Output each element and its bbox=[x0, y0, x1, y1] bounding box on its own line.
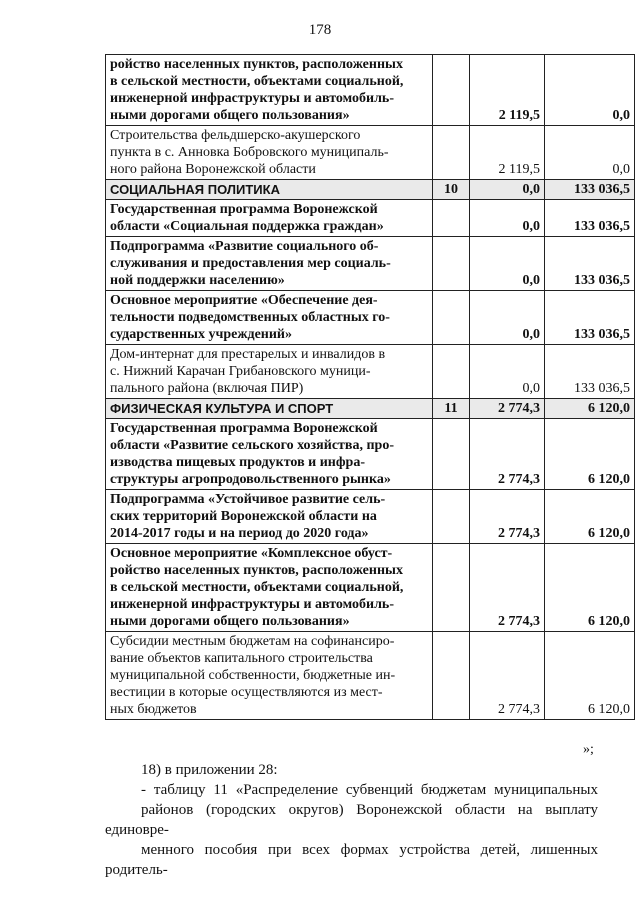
table-row bbox=[106, 399, 635, 419]
row-name-line: пального района (включая ПИР) bbox=[110, 381, 304, 396]
row-code-cell bbox=[433, 345, 470, 399]
row-name-line: Подпрограмма «Устойчивое развитие сель- bbox=[110, 492, 386, 507]
paragraph-line: районов (городских округов) Воронежской области на выплату единовре- bbox=[105, 802, 598, 838]
row-value-2020-cell: 6 120,0 bbox=[545, 490, 635, 544]
row-code-cell bbox=[433, 632, 470, 720]
row-value-2020-cell: 133 036,5 bbox=[545, 237, 635, 291]
row-name-line: вестиции в которые осуществляются из мест- bbox=[110, 685, 383, 700]
row-name-cell bbox=[106, 490, 433, 544]
paragraph-line: - таблицу 11 «Распределение субвенций бюджетам муниципальных bbox=[141, 782, 598, 798]
row-name-line: структуры агропродовольственного рынка» bbox=[110, 472, 391, 487]
row-name-line: вание объектов капитального строительства bbox=[110, 651, 373, 666]
row-name-line: 2014-2017 годы и на период до 2020 года» bbox=[110, 526, 369, 541]
row-value-2020-cell: 6 120,0 bbox=[545, 544, 635, 632]
table-row bbox=[106, 55, 635, 126]
row-name-line: Государственная программа Воронежской bbox=[110, 421, 378, 436]
table-row bbox=[106, 544, 635, 632]
row-value-2019-cell: 0,0 bbox=[470, 180, 545, 200]
table-row bbox=[106, 200, 635, 237]
row-value-2020-cell: 133 036,5 bbox=[545, 200, 635, 237]
row-name-line: в сельской местности, объектами социальной, bbox=[110, 580, 404, 595]
row-name-line: служивания и предоставления мер социаль- bbox=[110, 256, 391, 271]
row-name-line: Дом-интернат для престарелых и инвалидов в bbox=[110, 347, 386, 362]
row-name-line: Государственная программа Воронежской bbox=[110, 202, 378, 217]
row-name-line: СОЦИАЛЬНАЯ ПОЛИТИКА bbox=[110, 182, 280, 197]
row-name-cell bbox=[106, 419, 433, 490]
paragraph-appendix-28: 18) в приложении 28: bbox=[141, 762, 278, 778]
table-row bbox=[106, 490, 635, 544]
table-row bbox=[106, 632, 635, 720]
row-name-line: ройство населенных пунктов, расположенных bbox=[110, 563, 403, 578]
budget-table-body bbox=[106, 55, 635, 720]
row-value-2019-cell: 0,0 bbox=[470, 345, 545, 399]
row-name-line: Строительства фельдшерско-акушерского bbox=[110, 128, 361, 143]
row-name-line: тельности подведомственных областных го- bbox=[110, 310, 390, 325]
budget-table bbox=[105, 54, 635, 720]
row-name-cell bbox=[106, 399, 433, 419]
row-value-2019-cell: 2 774,3 bbox=[470, 419, 545, 490]
row-name-line: ных бюджетов bbox=[110, 702, 197, 717]
row-name-cell bbox=[106, 126, 433, 180]
row-name-line: ройство населенных пунктов, расположенных bbox=[110, 57, 403, 72]
table-row bbox=[106, 345, 635, 399]
row-name-line: Подпрограмма «Развитие социального об- bbox=[110, 239, 379, 254]
row-value-2020-cell: 133 036,5 bbox=[545, 291, 635, 345]
row-name-line: ФИЗИЧЕСКАЯ КУЛЬТУРА И СПОРТ bbox=[110, 401, 334, 416]
row-value-2019-cell: 2 774,3 bbox=[470, 490, 545, 544]
row-name-line: ских территорий Воронежской области на bbox=[110, 509, 377, 524]
row-name-line: инженерной инфраструктуры и автомобиль- bbox=[110, 597, 394, 612]
row-code-cell bbox=[433, 237, 470, 291]
row-name-cell bbox=[106, 291, 433, 345]
row-name-line: ного района Воронежской области bbox=[110, 162, 316, 177]
row-name-cell bbox=[106, 237, 433, 291]
row-code-cell: 10 bbox=[433, 180, 470, 200]
row-value-2020-cell: 0,0 bbox=[545, 126, 635, 180]
paragraph-line: менного пособия при всех формах устройства детей, лишенных родитель- bbox=[105, 842, 598, 878]
row-code-cell: 11 bbox=[433, 399, 470, 419]
row-code-cell bbox=[433, 126, 470, 180]
row-name-line: Субсидии местным бюджетам на софинансиро- bbox=[110, 634, 395, 649]
table-row bbox=[106, 126, 635, 180]
row-code-cell bbox=[433, 544, 470, 632]
row-name-line: инженерной инфраструктуры и автомобиль- bbox=[110, 91, 394, 106]
table-row bbox=[106, 291, 635, 345]
row-name-line: муниципальной собственности, бюджетные ин- bbox=[110, 668, 396, 683]
row-value-2019-cell: 2 774,3 bbox=[470, 544, 545, 632]
table-row bbox=[106, 180, 635, 200]
row-name-cell bbox=[106, 632, 433, 720]
row-value-2019-cell: 0,0 bbox=[470, 200, 545, 237]
row-name-line: пункта в с. Анновка Бобровского муниципаль- bbox=[110, 145, 389, 160]
row-name-line: изводства пищевых продуктов и инфра- bbox=[110, 455, 365, 470]
row-name-line: в сельской местности, объектами социальной, bbox=[110, 74, 404, 89]
row-value-2019-cell: 0,0 bbox=[470, 237, 545, 291]
row-name-cell bbox=[106, 180, 433, 200]
row-value-2020-cell: 6 120,0 bbox=[545, 419, 635, 490]
row-name-cell bbox=[106, 200, 433, 237]
row-name-line: ной поддержки населению» bbox=[110, 273, 285, 288]
paragraph-table-11 bbox=[105, 780, 598, 880]
row-name-line: области «Социальная поддержка граждан» bbox=[110, 219, 384, 234]
row-name-cell bbox=[106, 55, 433, 126]
table-row bbox=[106, 237, 635, 291]
row-name-line: ными дорогами общего пользования» bbox=[110, 614, 350, 629]
row-name-line: ными дорогами общего пользования» bbox=[110, 108, 350, 123]
row-code-cell bbox=[433, 490, 470, 544]
row-value-2019-cell: 0,0 bbox=[470, 291, 545, 345]
row-name-line: сударственных учреждений» bbox=[110, 327, 292, 342]
page-number: 178 bbox=[308, 22, 332, 38]
row-name-line: области «Развитие сельского хозяйства, про- bbox=[110, 438, 394, 453]
row-name-line: с. Нижний Карачан Грибановского муници- bbox=[110, 364, 371, 379]
row-value-2020-cell: 0,0 bbox=[545, 55, 635, 126]
table-row bbox=[106, 419, 635, 490]
row-code-cell bbox=[433, 291, 470, 345]
row-value-2020-cell: 133 036,5 bbox=[545, 180, 635, 200]
row-code-cell bbox=[433, 419, 470, 490]
row-name-line: Основное мероприятие «Обеспечение дея- bbox=[110, 293, 378, 308]
row-value-2019-cell: 2 774,3 bbox=[470, 399, 545, 419]
row-code-cell bbox=[433, 200, 470, 237]
row-name-cell bbox=[106, 345, 433, 399]
row-value-2019-cell: 2 119,5 bbox=[470, 126, 545, 180]
row-value-2019-cell: 2 774,3 bbox=[470, 632, 545, 720]
row-value-2020-cell: 133 036,5 bbox=[545, 345, 635, 399]
row-value-2019-cell: 2 119,5 bbox=[470, 55, 545, 126]
row-name-cell bbox=[106, 544, 433, 632]
row-value-2020-cell: 6 120,0 bbox=[545, 399, 635, 419]
closing-quote: »; bbox=[583, 742, 594, 757]
row-value-2020-cell: 6 120,0 bbox=[545, 632, 635, 720]
row-code-cell bbox=[433, 55, 470, 126]
row-name-line: Основное мероприятие «Комплексное обуст- bbox=[110, 546, 393, 561]
